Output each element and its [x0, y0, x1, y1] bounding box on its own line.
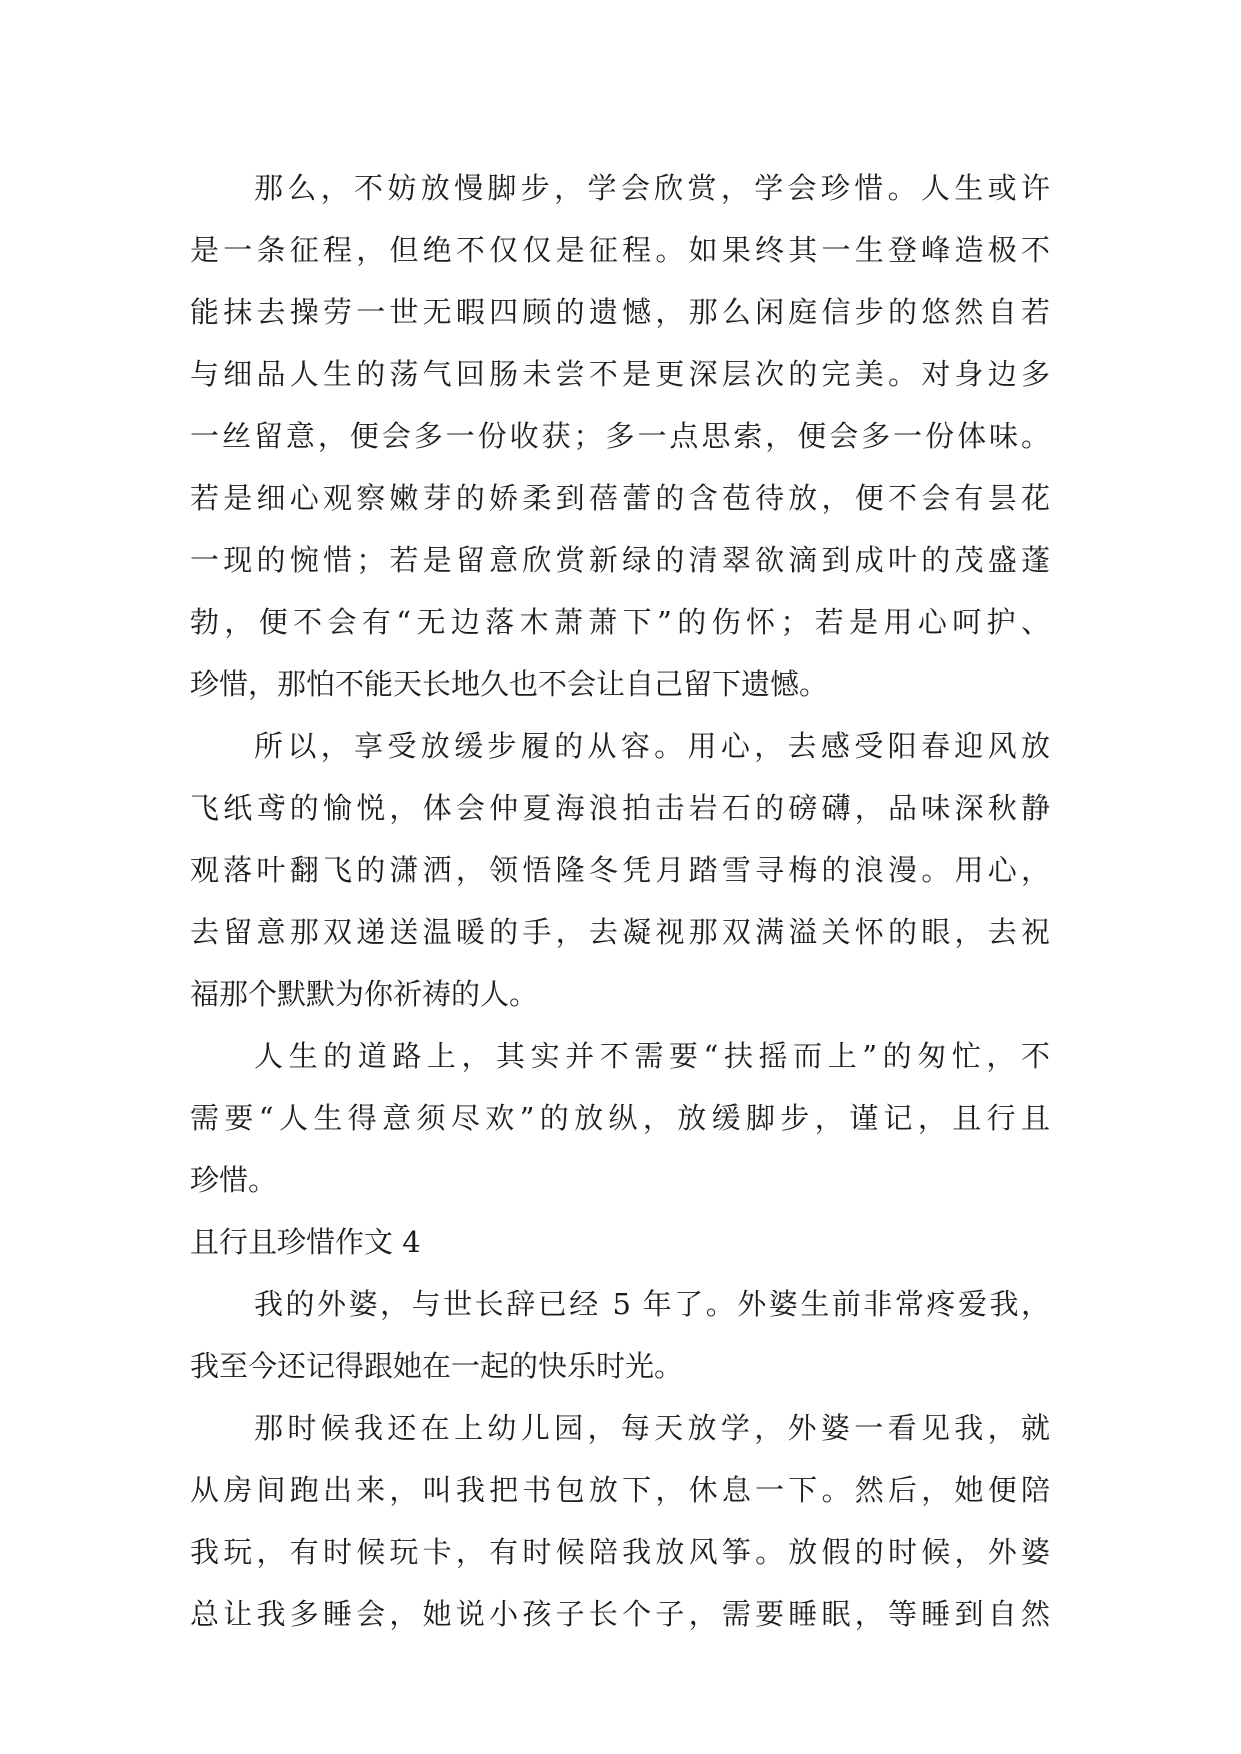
paragraph-line: 我玩，有时候玩卡，有时候陪我放风筝。放假的时候，外婆 — [190, 1535, 1050, 1569]
paragraph-line: 去留意那双递送温暖的手，去凝视那双满溢关怀的眼，去祝 — [190, 915, 1050, 949]
paragraph-line: 那么，不妨放慢脚步，学会欣赏，学会珍惜。人生或许 — [254, 171, 1050, 205]
paragraph-line: 所以，享受放缓步履的从容。用心，去感受阳春迎风放 — [254, 729, 1050, 763]
paragraph-line: 珍惜，那怕不能天长地久也不会让自己留下遗憾。 — [190, 667, 829, 701]
paragraph-line: 是一条征程，但绝不仅仅是征程。如果终其一生登峰造极不 — [190, 233, 1050, 267]
paragraph-4 — [190, 1273, 1050, 1397]
paragraph-line: 我的外婆，与世长辞已经 5 年了。外婆生前非常疼爱我， — [254, 1287, 1050, 1321]
paragraph-line: 福那个默默为你祈祷的人。 — [190, 977, 539, 1011]
document-body — [190, 157, 1050, 1645]
paragraph-line: 勃，便不会有“无边落木萧萧下”的伤怀；若是用心呵护、 — [190, 605, 1050, 639]
paragraph-line: 我至今还记得跟她在一起的快乐时光。 — [190, 1349, 684, 1383]
paragraph-line: 珍惜。 — [190, 1163, 278, 1197]
paragraph-line: 飞纸鸢的愉悦，体会仲夏海浪拍击岩石的磅礴，品味深秋静 — [190, 791, 1050, 825]
paragraph-line: 总让我多睡会，她说小孩子长个子，需要睡眠，等睡到自然 — [190, 1597, 1050, 1631]
paragraph-line: 能抹去操劳一世无暇四顾的遗憾，那么闲庭信步的悠然自若 — [190, 295, 1050, 329]
paragraph-3 — [190, 1025, 1050, 1211]
paragraph-5 — [190, 1397, 1050, 1645]
paragraph-line: 需要“人生得意须尽欢”的放纵，放缓脚步，谨记，且行且 — [190, 1101, 1050, 1135]
paragraph-line: 一丝留意，便会多一份收获；多一点思索，便会多一份体味。 — [190, 419, 1050, 453]
section-heading: 且行且珍惜作文 4 — [190, 1225, 421, 1259]
paragraph-line: 若是细心观察嫩芽的娇柔到蓓蕾的含苞待放，便不会有昙花 — [190, 481, 1050, 515]
paragraph-1 — [190, 157, 1050, 715]
paragraph-line: 那时候我还在上幼儿园，每天放学，外婆一看见我，就 — [254, 1411, 1050, 1445]
paragraph-line: 人生的道路上，其实并不需要“扶摇而上”的匆忙，不 — [254, 1039, 1050, 1073]
paragraph-2 — [190, 715, 1050, 1025]
paragraph-line: 一现的惋惜；若是留意欣赏新绿的清翠欲滴到成叶的茂盛蓬 — [190, 543, 1050, 577]
paragraph-line: 从房间跑出来，叫我把书包放下，休息一下。然后，她便陪 — [190, 1473, 1050, 1507]
paragraph-line: 观落叶翻飞的潇洒，领悟隆冬凭月踏雪寻梅的浪漫。用心， — [190, 853, 1050, 887]
paragraph-line: 与细品人生的荡气回肠未尝不是更深层次的完美。对身边多 — [190, 357, 1050, 391]
